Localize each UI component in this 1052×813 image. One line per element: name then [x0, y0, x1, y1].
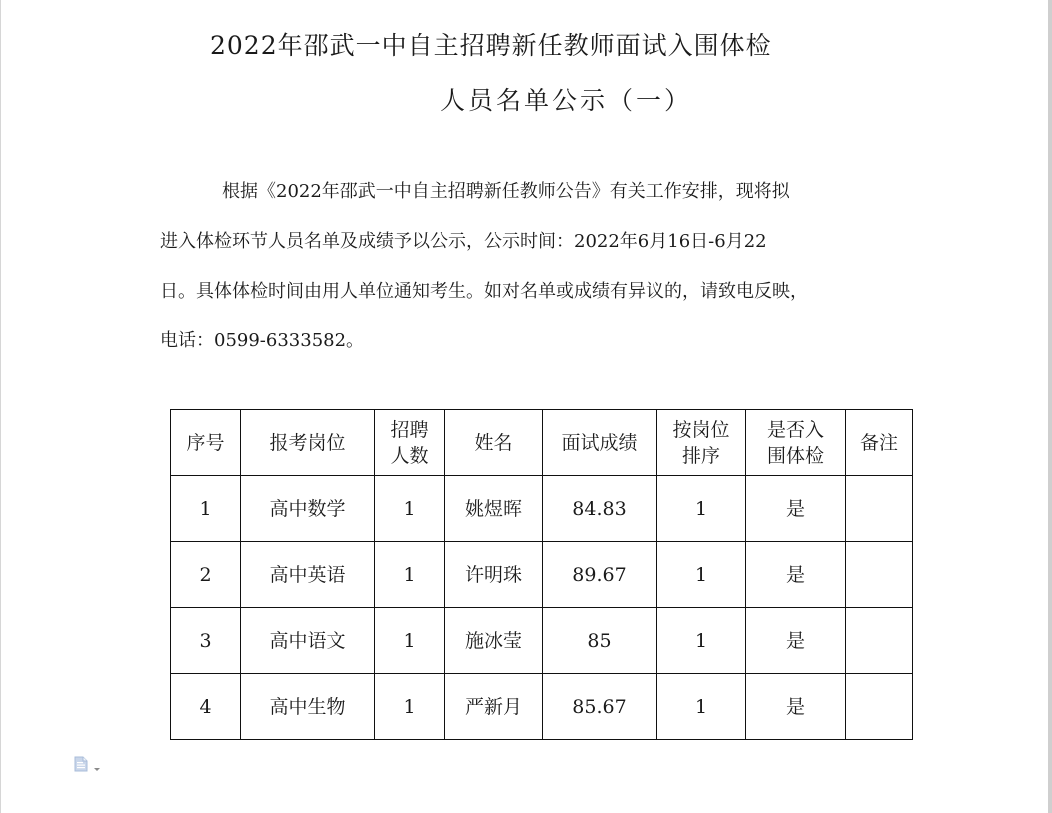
cell-score: 89.67 — [543, 542, 657, 608]
header-position — [241, 410, 375, 476]
cell-passed: 是 — [746, 476, 846, 542]
cell-note — [846, 476, 913, 542]
cell-quota: 1 — [375, 542, 445, 608]
cell-note — [846, 608, 913, 674]
cell-no: 3 — [171, 608, 241, 674]
cell-quota: 1 — [375, 476, 445, 542]
chevron-down-icon — [94, 757, 100, 776]
document-title-line-2: 人员名单公示（一） — [440, 86, 693, 115]
cell-name: 施冰莹 — [445, 608, 543, 674]
paste-options-button[interactable] — [74, 757, 106, 775]
header-name — [445, 410, 543, 476]
cell-rank: 1 — [657, 542, 746, 608]
cell-passed: 是 — [746, 608, 846, 674]
cell-rank: 1 — [657, 674, 746, 740]
cell-no: 4 — [171, 674, 241, 740]
cell-quota: 1 — [375, 608, 445, 674]
header-rank — [657, 410, 746, 476]
header-no — [171, 410, 241, 476]
candidate-table — [170, 409, 913, 740]
paragraph-line-2: 进入体检环节人员名单及成绩予以公示，公示时间：2022年6月16日-6月22 — [160, 231, 767, 252]
table-row — [171, 476, 913, 542]
header-passed — [746, 410, 846, 476]
header-quota-label: 招聘人数 — [390, 418, 429, 467]
cell-passed: 是 — [746, 674, 846, 740]
paragraph-line-1: 根据《2022年邵武一中自主招聘新任教师公告》有关工作安排，现将拟 — [222, 181, 790, 202]
cell-name: 姚煜晖 — [445, 476, 543, 542]
header-position-label: 报考岗位 — [269, 431, 346, 454]
cell-position: 高中英语 — [241, 542, 375, 608]
cell-rank: 1 — [657, 476, 746, 542]
page-left-border — [0, 0, 1, 813]
cell-score: 85 — [543, 608, 657, 674]
document-title-line-1: 2022年邵武一中自主招聘新任教师面试入围体检 — [210, 31, 772, 60]
header-passed-label: 是否入围体检 — [767, 418, 825, 467]
cell-rank: 1 — [657, 608, 746, 674]
table-row — [171, 608, 913, 674]
cell-passed: 是 — [746, 542, 846, 608]
paragraph-line-4: 电话：0599-6333582。 — [160, 330, 365, 351]
header-name-label: 姓名 — [474, 431, 513, 454]
paragraph-line-3: 日。具体体检时间由用人单位通知考生。如对名单或成绩有异议的，请致电反映， — [160, 281, 808, 302]
cell-name: 许明珠 — [445, 542, 543, 608]
header-score-label: 面试成绩 — [561, 431, 638, 454]
header-note — [846, 410, 913, 476]
header-score — [543, 410, 657, 476]
header-note-label: 备注 — [859, 431, 898, 454]
cell-position: 高中语文 — [241, 608, 375, 674]
cell-no: 1 — [171, 476, 241, 542]
cell-score: 84.83 — [543, 476, 657, 542]
header-rank-label: 按岗位排序 — [672, 418, 730, 467]
table-header-row — [171, 410, 913, 476]
cell-note — [846, 674, 913, 740]
cell-quota: 1 — [375, 674, 445, 740]
table-row — [171, 674, 913, 740]
header-no-label: 序号 — [186, 431, 225, 454]
cell-position: 高中生物 — [241, 674, 375, 740]
table-row — [171, 542, 913, 608]
cell-note — [846, 542, 913, 608]
cell-position: 高中数学 — [241, 476, 375, 542]
cell-score: 85.67 — [543, 674, 657, 740]
document-icon — [74, 756, 88, 776]
cell-no: 2 — [171, 542, 241, 608]
vertical-scrollbar[interactable] — [1048, 0, 1052, 813]
cell-name: 严新月 — [445, 674, 543, 740]
header-quota — [375, 410, 445, 476]
